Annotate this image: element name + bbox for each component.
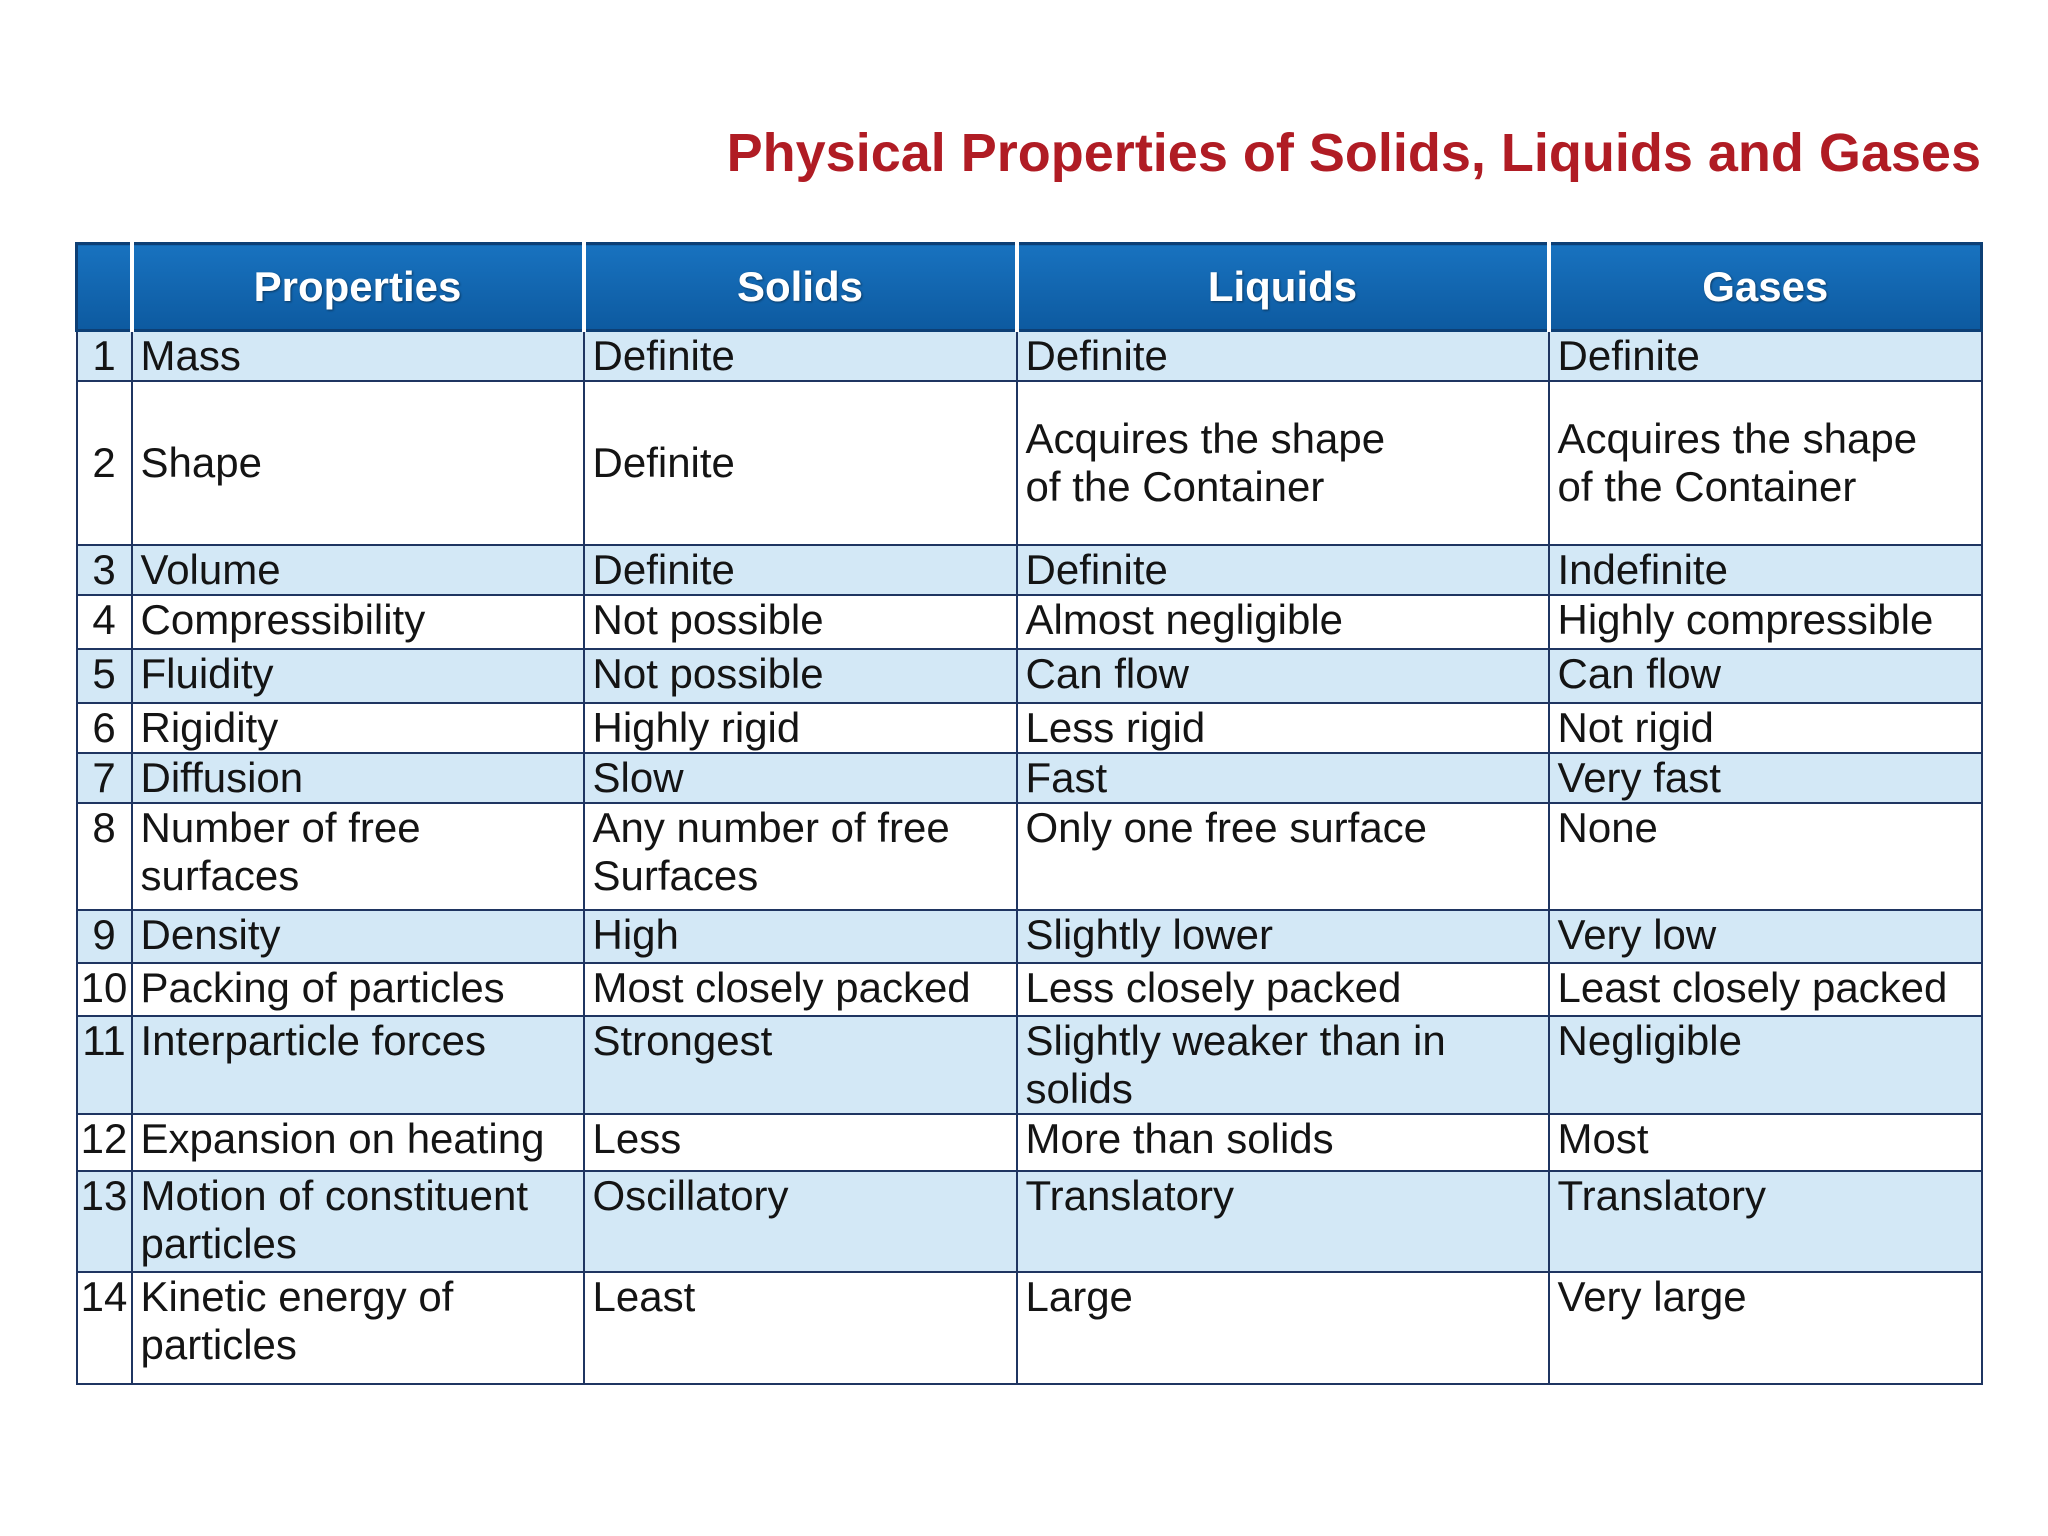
table-header-row xyxy=(77,244,1982,331)
gases-value xyxy=(1549,381,1982,545)
gases-value xyxy=(1549,1171,1982,1272)
liquids-value xyxy=(1017,1016,1549,1114)
solids-value-text: Definite xyxy=(592,332,735,379)
liquids-value-text: Almost negligible xyxy=(1025,596,1344,643)
property-name-text: Number of free surfaces xyxy=(140,804,421,899)
property-name-text: Packing of particles xyxy=(140,964,505,1011)
property-name-text: Compressibility xyxy=(140,596,426,643)
liquids-value xyxy=(1017,963,1549,1016)
row-number xyxy=(77,1171,132,1272)
solids-value-text: Not possible xyxy=(592,596,824,643)
property-name xyxy=(132,1171,584,1272)
property-name-text: Density xyxy=(140,911,281,958)
table-row xyxy=(77,1016,1982,1114)
liquids-value xyxy=(1017,1114,1549,1171)
solids-value xyxy=(584,1171,1017,1272)
solids-value xyxy=(584,963,1017,1016)
solids-value-text: Most closely packed xyxy=(592,964,971,1011)
property-name xyxy=(132,703,584,753)
row-number xyxy=(77,1272,132,1384)
table-row xyxy=(77,910,1982,963)
property-name xyxy=(132,649,584,703)
property-name xyxy=(132,963,584,1016)
row-number-text: 5 xyxy=(92,650,116,697)
header-solids: Solids xyxy=(584,244,1017,331)
liquids-value-text: Definite xyxy=(1025,332,1168,379)
liquids-value xyxy=(1017,595,1549,649)
row-number xyxy=(77,331,132,382)
property-name-text: Kinetic energy of particles xyxy=(140,1273,454,1368)
table-row xyxy=(77,753,1982,803)
solids-value xyxy=(584,910,1017,963)
solids-value xyxy=(584,595,1017,649)
property-name-text: Interparticle forces xyxy=(140,1017,486,1064)
solids-value xyxy=(584,331,1017,382)
table-row xyxy=(77,1114,1982,1171)
property-name-text: Rigidity xyxy=(140,704,279,751)
gases-value-text: Negligible xyxy=(1557,1017,1742,1064)
liquids-value xyxy=(1017,753,1549,803)
gases-value-text: Least closely packed xyxy=(1557,964,1948,1011)
gases-value-text: Translatory xyxy=(1557,1172,1767,1219)
gases-value xyxy=(1549,1272,1982,1384)
gases-value xyxy=(1549,753,1982,803)
properties-table xyxy=(75,242,1983,1385)
header-number xyxy=(77,244,132,331)
solids-value-text: Not possible xyxy=(592,650,824,697)
table-row xyxy=(77,381,1982,545)
solids-value xyxy=(584,381,1017,545)
liquids-value-text: Less rigid xyxy=(1025,704,1206,751)
property-name xyxy=(132,753,584,803)
liquids-value xyxy=(1017,910,1549,963)
gases-value-text: Can flow xyxy=(1557,650,1721,697)
solids-value xyxy=(584,1272,1017,1384)
gases-value xyxy=(1549,595,1982,649)
gases-value-text: Very fast xyxy=(1557,754,1721,801)
liquids-value xyxy=(1017,649,1549,703)
property-name-text: Volume xyxy=(140,546,281,593)
gases-value xyxy=(1549,910,1982,963)
gases-value-text: Not rigid xyxy=(1557,704,1714,751)
header-gases: Gases xyxy=(1549,244,1982,331)
gases-value xyxy=(1549,1016,1982,1114)
liquids-value-text: Slightly lower xyxy=(1025,911,1273,958)
liquids-value-text: Definite xyxy=(1025,546,1168,593)
gases-value xyxy=(1549,331,1982,382)
liquids-value-text: Less closely packed xyxy=(1025,964,1402,1011)
property-name xyxy=(132,545,584,595)
solids-value xyxy=(584,1016,1017,1114)
row-number xyxy=(77,1016,132,1114)
property-name xyxy=(132,1272,584,1384)
solids-value-text: Highly rigid xyxy=(592,704,801,751)
solids-value xyxy=(584,703,1017,753)
solids-value-text: Definite xyxy=(592,439,735,486)
row-number-text: 13 xyxy=(80,1172,128,1219)
table-row xyxy=(77,649,1982,703)
row-number xyxy=(77,649,132,703)
solids-value-text: Least xyxy=(592,1273,696,1320)
property-name-text: Motion of constituent particles xyxy=(140,1172,529,1267)
solids-value xyxy=(584,753,1017,803)
property-name xyxy=(132,595,584,649)
row-number-text: 3 xyxy=(92,546,116,593)
solids-value xyxy=(584,545,1017,595)
property-name-text: Fluidity xyxy=(140,650,274,697)
row-number-text: 8 xyxy=(92,804,116,851)
row-number xyxy=(77,1114,132,1171)
property-name-text: Mass xyxy=(140,332,241,379)
property-name xyxy=(132,1114,584,1171)
solids-value-text: Slow xyxy=(592,754,684,801)
row-number-text: 9 xyxy=(92,911,116,958)
table-row xyxy=(77,1171,1982,1272)
property-name xyxy=(132,331,584,382)
liquids-value-text: Large xyxy=(1025,1273,1133,1320)
table-row xyxy=(77,963,1982,1016)
row-number xyxy=(77,753,132,803)
gases-value-text: None xyxy=(1557,804,1658,851)
solids-value-text: Definite xyxy=(592,546,735,593)
gases-value-text: Very large xyxy=(1557,1273,1747,1320)
table-row xyxy=(77,1272,1982,1384)
row-number xyxy=(77,381,132,545)
property-name-text: Diffusion xyxy=(140,754,304,801)
liquids-value-text: Fast xyxy=(1025,754,1108,801)
gases-value-text: Very low xyxy=(1557,911,1717,958)
gases-value xyxy=(1549,545,1982,595)
liquids-value xyxy=(1017,545,1549,595)
page-title: Physical Properties of Solids, Liquids and Gases xyxy=(726,123,1981,183)
table-row xyxy=(77,545,1982,595)
liquids-value xyxy=(1017,331,1549,382)
header-properties: Properties xyxy=(132,244,584,331)
solids-value-text: Any number of free Surfaces xyxy=(592,804,950,899)
solids-value xyxy=(584,649,1017,703)
gases-value-text: Most xyxy=(1557,1115,1649,1162)
table-row xyxy=(77,595,1982,649)
solids-value-text: High xyxy=(592,911,679,958)
row-number xyxy=(77,963,132,1016)
liquids-value xyxy=(1017,803,1549,910)
gases-value-text: Indefinite xyxy=(1557,546,1728,593)
header-liquids: Liquids xyxy=(1017,244,1549,331)
gases-value xyxy=(1549,963,1982,1016)
property-name-text: Expansion on heating xyxy=(140,1115,545,1162)
row-number-text: 14 xyxy=(80,1273,128,1320)
property-name-text: Shape xyxy=(140,439,262,486)
row-number-text: 1 xyxy=(92,332,116,379)
gases-value xyxy=(1549,1114,1982,1171)
row-number xyxy=(77,595,132,649)
liquids-value xyxy=(1017,703,1549,753)
row-number xyxy=(77,703,132,753)
table-row xyxy=(77,331,1982,382)
liquids-value xyxy=(1017,1171,1549,1272)
gases-value xyxy=(1549,703,1982,753)
gases-value-text: Acquires the shape of the Container xyxy=(1557,415,1918,510)
table-body xyxy=(77,331,1982,1385)
row-number-text: 10 xyxy=(80,964,128,1011)
property-name xyxy=(132,381,584,545)
solids-value-text: Less xyxy=(592,1115,682,1162)
solids-value-text: Oscillatory xyxy=(592,1172,789,1219)
gases-value xyxy=(1549,803,1982,910)
row-number xyxy=(77,545,132,595)
solids-value-text: Strongest xyxy=(592,1017,773,1064)
liquids-value-text: Can flow xyxy=(1025,650,1189,697)
row-number-text: 6 xyxy=(92,704,116,751)
table-row xyxy=(77,703,1982,753)
row-number xyxy=(77,803,132,910)
liquids-value-text: Slightly weaker than in solids xyxy=(1025,1017,1446,1112)
liquids-value-text: More than solids xyxy=(1025,1115,1334,1162)
row-number xyxy=(77,910,132,963)
property-name xyxy=(132,1016,584,1114)
gases-value xyxy=(1549,649,1982,703)
row-number-text: 2 xyxy=(92,439,116,486)
liquids-value xyxy=(1017,1272,1549,1384)
gases-value-text: Highly compressible xyxy=(1557,596,1934,643)
solids-value xyxy=(584,1114,1017,1171)
liquids-value-text: Acquires the shape of the Container xyxy=(1025,415,1386,510)
property-name xyxy=(132,803,584,910)
property-name xyxy=(132,910,584,963)
liquids-value xyxy=(1017,381,1549,545)
solids-value xyxy=(584,803,1017,910)
row-number-text: 12 xyxy=(80,1115,128,1162)
liquids-value-text: Only one free surface xyxy=(1025,804,1428,851)
table-row xyxy=(77,803,1982,910)
row-number-text: 4 xyxy=(92,596,116,643)
gases-value-text: Definite xyxy=(1557,332,1700,379)
row-number-text: 11 xyxy=(82,1017,126,1064)
liquids-value-text: Translatory xyxy=(1025,1172,1235,1219)
row-number-text: 7 xyxy=(92,754,116,801)
